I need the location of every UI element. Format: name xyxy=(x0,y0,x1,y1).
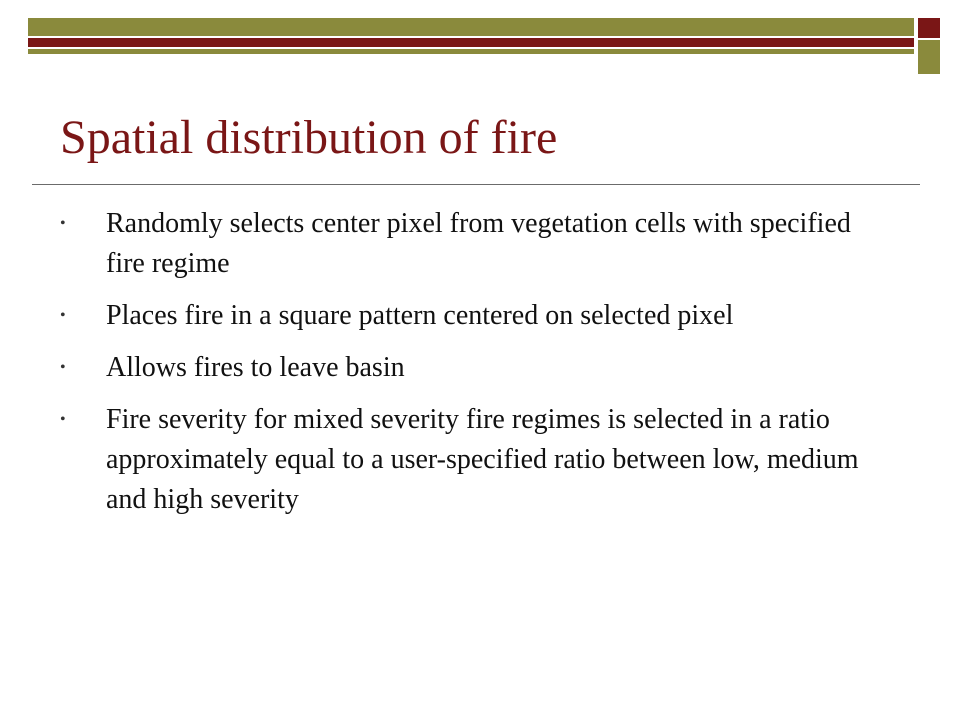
top-decorative-band xyxy=(28,18,914,52)
slide-title: Spatial distribution of fire xyxy=(60,111,558,164)
bullet-text: Randomly selects center pixel from vegetation cells with specified fire regime xyxy=(106,208,851,279)
band-olive-lower xyxy=(28,49,914,54)
corner-olive-bar xyxy=(918,40,940,74)
bullet-marker: • xyxy=(60,411,66,428)
bullet-item xyxy=(60,296,860,336)
bullet-text: Fire severity for mixed severity fire regimes is selected in a ratio approximately equal to a user-specified ratio between low, medium and high severity xyxy=(106,404,859,515)
title-divider xyxy=(32,184,920,185)
corner-decoration xyxy=(918,18,940,54)
band-olive-upper xyxy=(28,18,914,36)
bullet-marker: • xyxy=(60,307,66,324)
bullet-item xyxy=(60,348,860,388)
bullet-item xyxy=(60,400,860,520)
bullet-marker: • xyxy=(60,215,66,232)
bullet-marker: • xyxy=(60,359,66,376)
bullet-item xyxy=(60,204,860,284)
bullet-list xyxy=(60,204,860,532)
bullet-text: Places fire in a square pattern centered on selected pixel xyxy=(106,300,734,331)
bullet-text: Allows fires to leave basin xyxy=(106,352,405,383)
band-maroon-stripe xyxy=(28,38,914,47)
corner-maroon-square xyxy=(918,18,940,38)
